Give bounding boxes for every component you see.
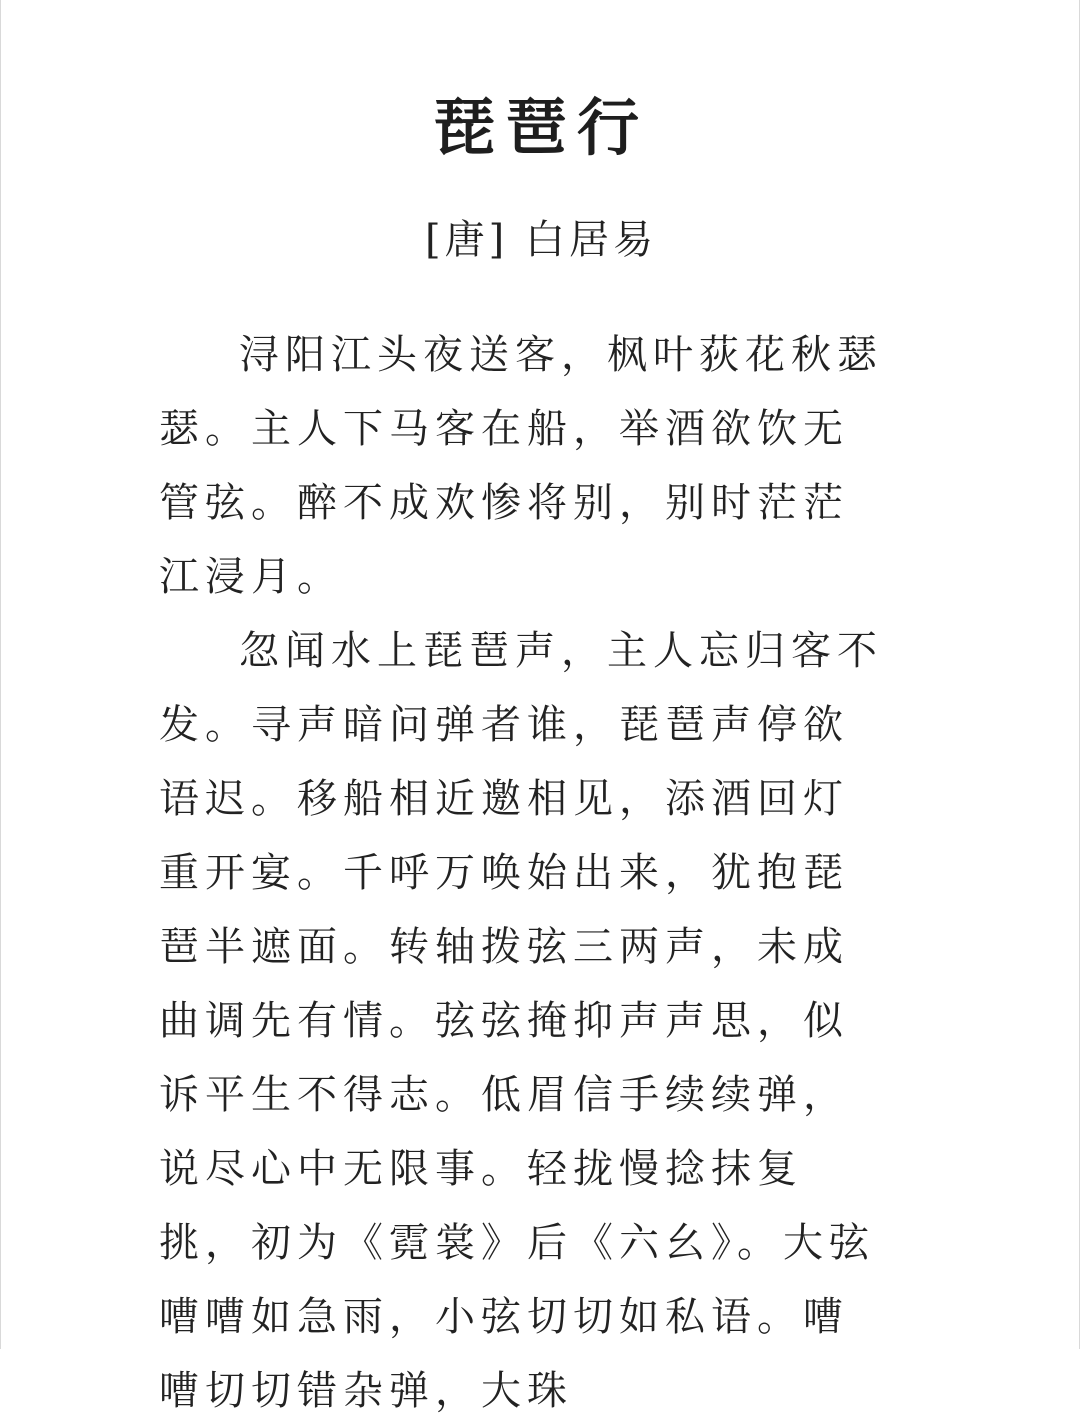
poem-body [159, 318, 889, 1428]
poem-paragraph-2: 忽闻水上琵琶声，主人忘归客不发。寻声暗问弹者谁，琵琶声停欲语迟。移船相近邀相见，添酒回灯重开宴。千呼万唤始出来，犹抱琵琶半遮面。转轴拨弦三两声，未成曲调先有情。弦弦掩抑声声思，似诉平生不得志。低眉信手续续弹，说尽心中无限事。轻拢慢捻抹复挑，初为《霓裳》后《六幺》。大弦嘈嘈如急雨，小弦切切如私语。嘈嘈切切错杂弹，大珠 [159, 628, 883, 1414]
poem-author: [唐] 白居易 [425, 217, 657, 263]
poem-title: 琵琶行 [432, 91, 649, 164]
poem-paragraph-1: 浔阳江头夜送客，枫叶荻花秋瑟瑟。主人下马客在船，举酒欲饮无管弦。醉不成欢惨将别，别时茫茫江浸月。 [159, 332, 883, 600]
